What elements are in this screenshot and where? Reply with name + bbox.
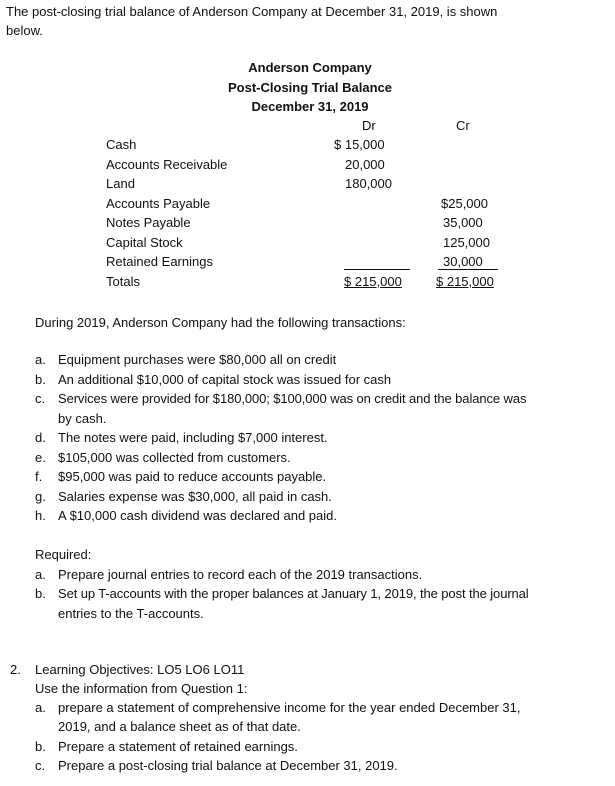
account-name: Capital Stock (106, 235, 183, 250)
list-marker: b. (35, 372, 46, 387)
subtotal-rule-dr (344, 269, 410, 270)
transactions-intro: During 2019, Anderson Company had the following transactions: (35, 315, 406, 330)
list-item: An additional $10,000 of capital stock was issued for cash (58, 372, 392, 387)
list-item: prepare a statement of comprehensive income for the year ended December 31, (58, 700, 521, 715)
list-item-continuation: 2019, and a balance sheet as of that date. (58, 719, 301, 734)
debit-amount: 180,000 (345, 176, 392, 191)
debit-amount: 20,000 (345, 157, 385, 172)
intro-line-1: The post-closing trial balance of Anderson Company at December 31, 2019, is shown (6, 4, 498, 19)
account-name: Land (106, 176, 135, 191)
list-item: A $10,000 cash dividend was declared and paid. (58, 508, 337, 523)
account-name: Notes Payable (106, 215, 191, 230)
question-heading: Learning Objectives: LO5 LO6 LO11 (35, 662, 245, 677)
list-item: The notes were paid, including $7,000 interest. (58, 430, 328, 445)
intro-line-2: below. (6, 23, 43, 38)
account-name: Cash (106, 137, 137, 152)
list-item-continuation: entries to the T-accounts. (58, 606, 204, 621)
list-item-continuation: by cash. (58, 411, 107, 426)
list-item: Services were provided for $180,000; $100,000 was on credit and the balance was (58, 391, 527, 406)
company-name: Anderson Company (248, 60, 372, 75)
account-name: Accounts Payable (106, 196, 211, 211)
question-number: 2. (10, 662, 21, 677)
list-item: Prepare journal entries to record each of the 2019 transactions. (58, 567, 423, 582)
list-item: Prepare a statement of retained earnings. (58, 739, 298, 754)
credit-amount: 30,000 (443, 254, 483, 269)
statement-date: December 31, 2019 (251, 99, 369, 114)
list-item: Prepare a post-closing trial balance at December 31, 2019. (58, 758, 398, 773)
list-item: Equipment purchases were $80,000 all on credit (58, 352, 337, 367)
list-marker: a. (35, 352, 46, 367)
subtotal-rule-cr (438, 269, 498, 270)
required-label: Required: (35, 547, 92, 562)
list-marker: f. (35, 469, 43, 484)
list-marker: b. (35, 586, 46, 601)
list-item: $95,000 was paid to reduce accounts payable. (58, 469, 327, 484)
list-marker: a. (35, 700, 46, 715)
list-marker: b. (35, 739, 46, 754)
list-marker: g. (35, 489, 46, 504)
list-item: $105,000 was collected from customers. (58, 450, 291, 465)
list-marker: h. (35, 508, 46, 523)
list-marker: a. (35, 567, 46, 582)
totals-label: Totals (106, 274, 140, 289)
debit-amount: $ 15,000 (334, 137, 385, 152)
cr-column-header: Cr (456, 118, 470, 133)
dr-column-header: Dr (362, 118, 376, 133)
total-credit: $ 215,000 (436, 274, 494, 289)
account-name: Retained Earnings (106, 254, 213, 269)
credit-amount: $25,000 (441, 196, 488, 211)
statement-title: Post-Closing Trial Balance (228, 80, 392, 95)
account-name: Accounts Receivable (106, 157, 228, 172)
credit-amount: 125,000 (443, 235, 490, 250)
question-instruction: Use the information from Question 1: (35, 681, 248, 696)
list-marker: e. (35, 450, 46, 465)
list-marker: c. (35, 391, 46, 406)
total-debit: $ 215,000 (344, 274, 402, 289)
list-item: Set up T-accounts with the proper balances at January 1, 2019, the post the journal (58, 586, 529, 601)
list-item: Salaries expense was $30,000, all paid in cash. (58, 489, 332, 504)
list-marker: d. (35, 430, 46, 445)
credit-amount: 35,000 (443, 215, 483, 230)
list-marker: c. (35, 758, 46, 773)
